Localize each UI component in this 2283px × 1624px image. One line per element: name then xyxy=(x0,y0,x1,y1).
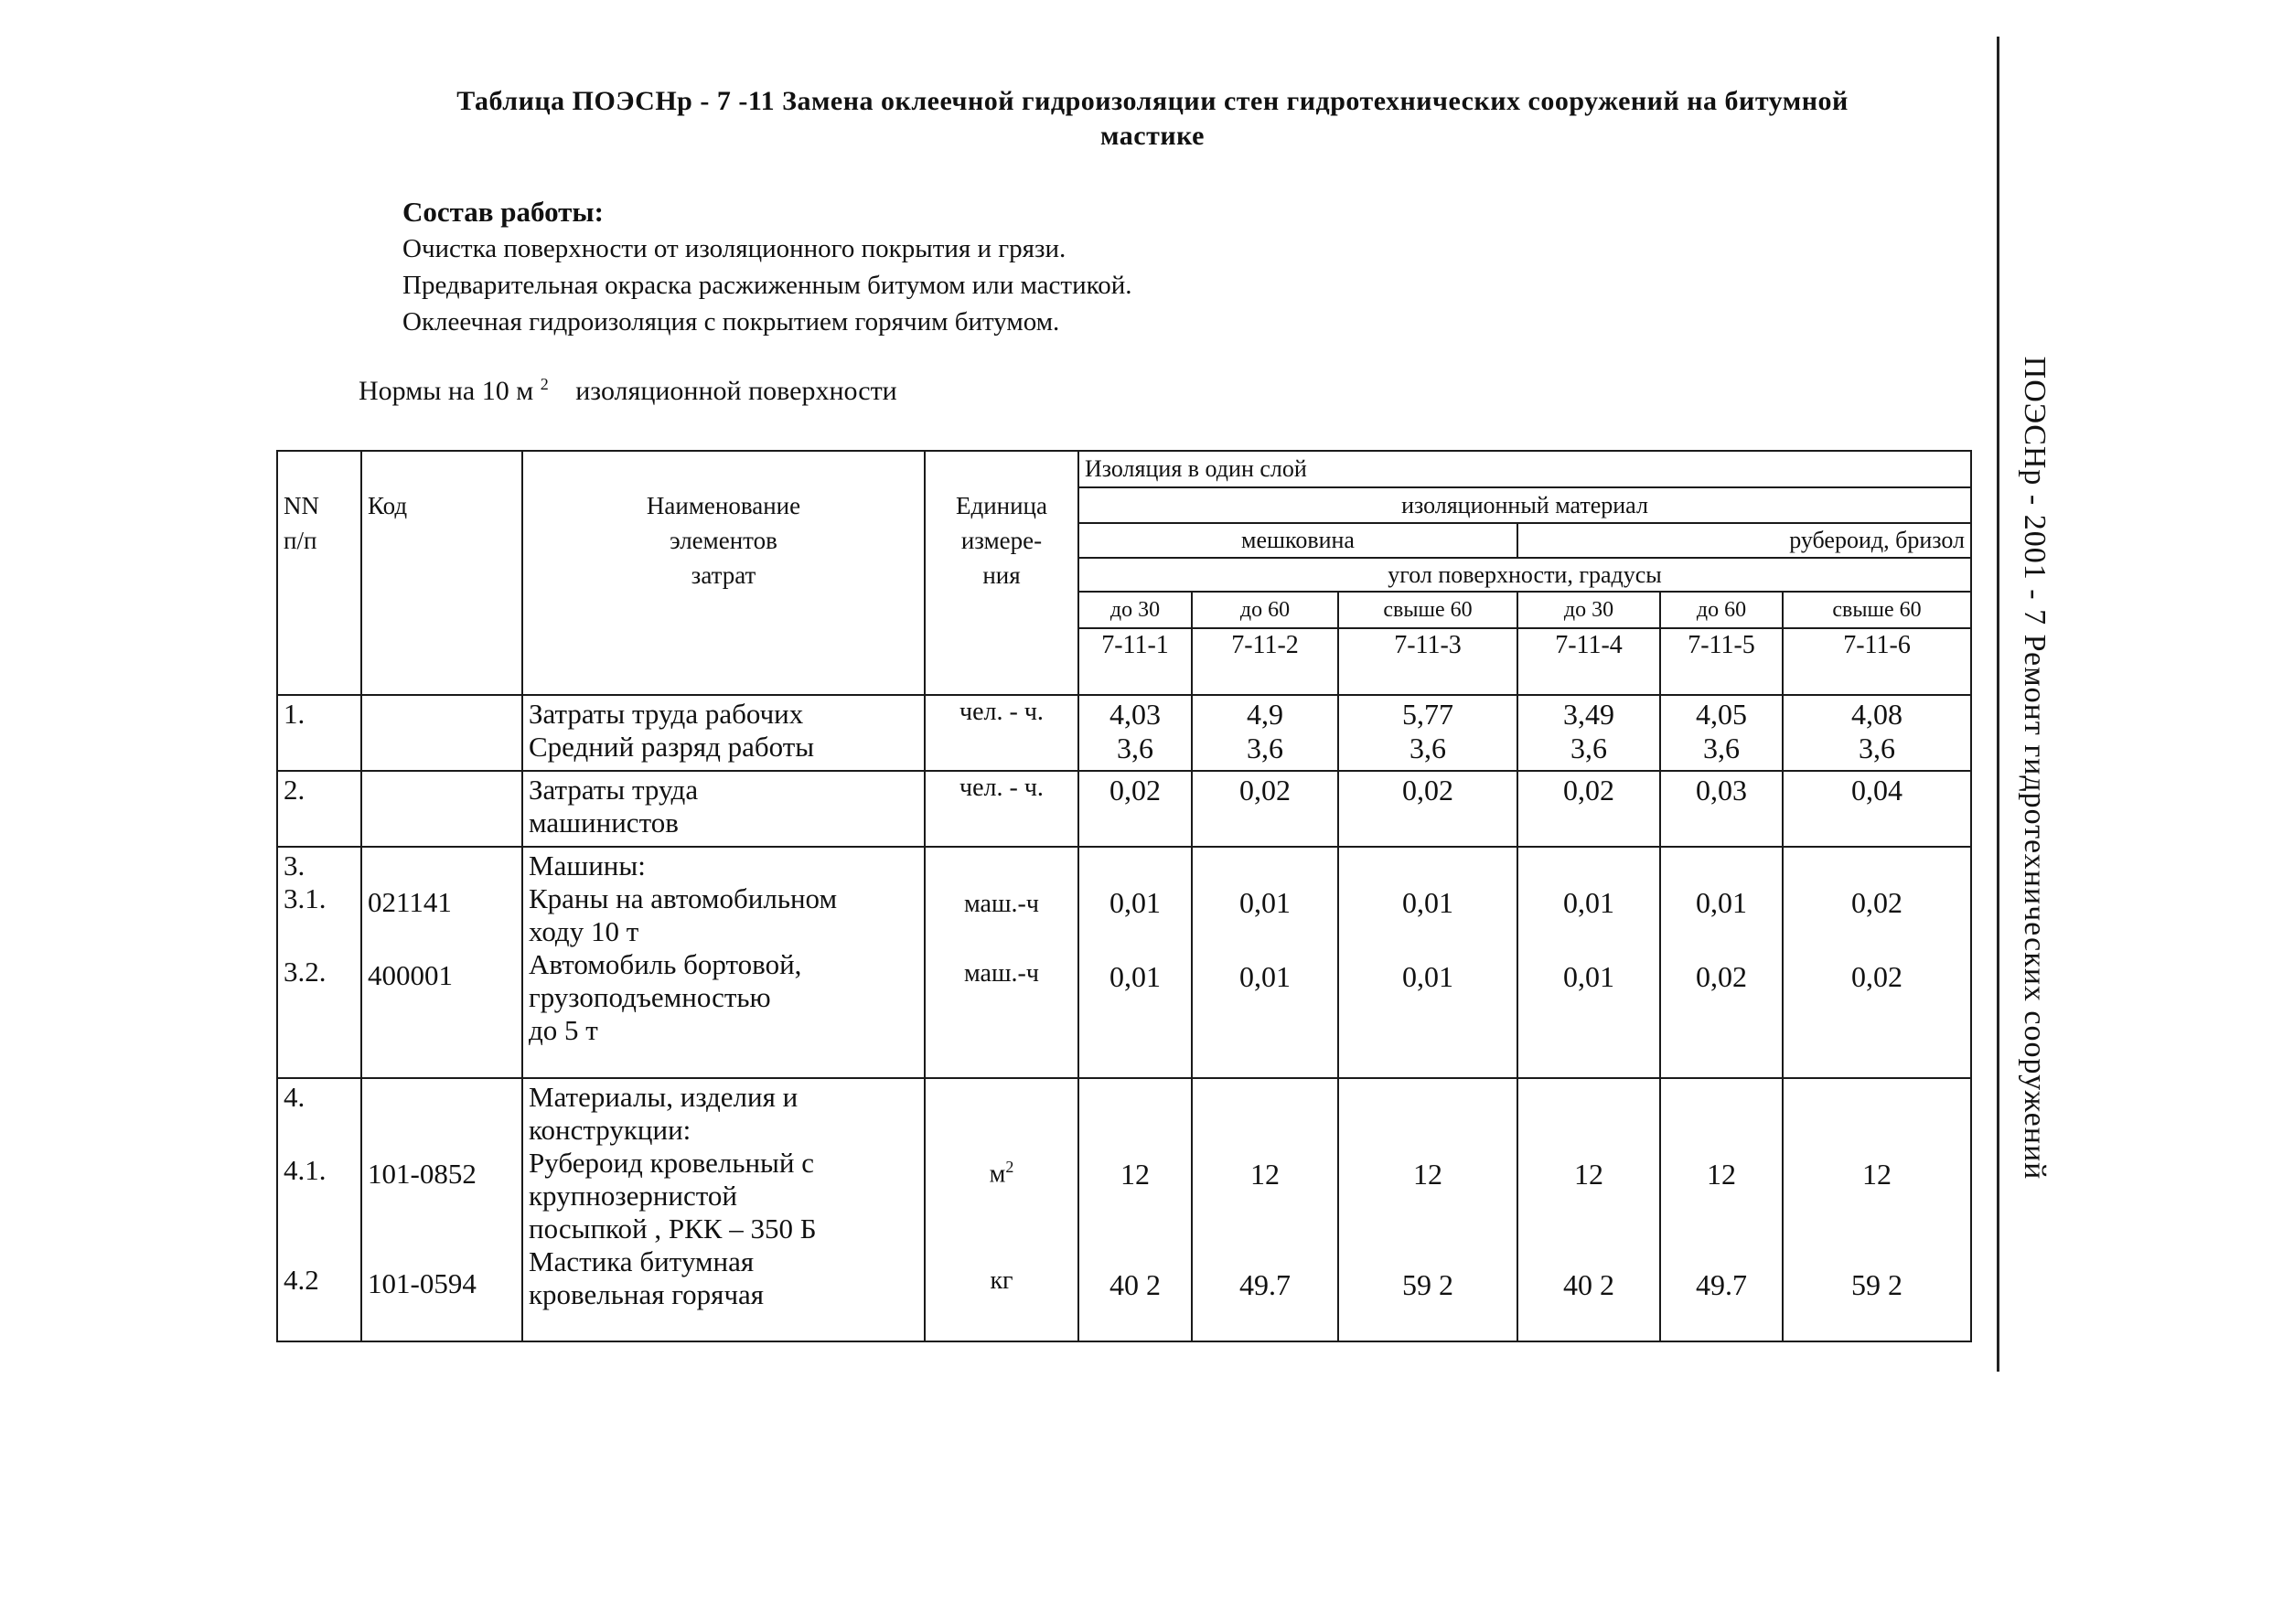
value-cell: 0,02 xyxy=(1338,771,1517,847)
table-row xyxy=(277,847,1971,1078)
norms-sup: 2 xyxy=(540,375,549,393)
header-angle-cell: до 30 xyxy=(1078,592,1192,628)
row-name: Машины: Краны на автомобильном ходу 10 т Автомобиль бортовой, грузоподъемностью до 5 т xyxy=(522,847,925,1078)
value-cell: 3,49 3,6 xyxy=(1517,695,1660,771)
value-cell: 0,03 xyxy=(1660,771,1783,847)
header-code-cell: 7-11-6 xyxy=(1783,628,1971,695)
value-cell: 12 49.7 xyxy=(1660,1078,1783,1341)
value-cell: 0,01 0,02 xyxy=(1660,847,1783,1078)
value-cell: 12 40 2 xyxy=(1078,1078,1192,1341)
value-cell: 0,02 xyxy=(1192,771,1338,847)
row-code: 021141 400001 xyxy=(361,847,522,1078)
row-unit: $м^2$ кг xyxy=(925,1078,1078,1341)
header-nn: NN п/п xyxy=(277,451,361,695)
row-unit: чел. - ч. xyxy=(925,771,1078,847)
composition-heading: Состав работы: xyxy=(402,196,604,228)
table-row xyxy=(277,1078,1971,1341)
composition-item: Предварительная окраска расжиженным битумом или мастикой. xyxy=(402,271,1132,300)
composition-item: Оклеечная гидроизоляция с покрытием горячим битумом. xyxy=(402,307,1060,337)
value-cell: 4,05 3,6 xyxy=(1660,695,1783,771)
row-name: Затраты труда рабочих Средний разряд работы xyxy=(522,695,925,771)
value-cell: 4,03 3,6 xyxy=(1078,695,1192,771)
composition-item: Очистка поверхности от изоляционного покрытия и грязи. xyxy=(402,234,1066,263)
title-line-1: Таблица ПОЭСНр - 7 -11 Замена оклеечной гидроизоляции стен гидротехнических сооружений на битумной xyxy=(456,86,1849,116)
header-mat-burlap: мешковина xyxy=(1078,523,1517,558)
table-row xyxy=(277,695,1971,771)
work-composition xyxy=(402,194,1132,340)
table-row xyxy=(277,771,1971,847)
value-cell: 12 59 2 xyxy=(1338,1078,1517,1341)
row-name: Материалы, изделия и конструкции: Рубероид кровельный с крупнозернистой посыпкой , РКК – 350 Б Мастика битумная кровельная горячая xyxy=(522,1078,925,1341)
row-code xyxy=(361,771,522,847)
value-cell: 0,01 0,01 xyxy=(1517,847,1660,1078)
value-cell: 5,77 3,6 xyxy=(1338,695,1517,771)
row-number: 3. 3.1. 3.2. xyxy=(277,847,361,1078)
header-angle-cell: свыше 60 xyxy=(1338,592,1517,628)
header-code-cell: 7-11-2 xyxy=(1192,628,1338,695)
header-angle-cell: свыше 60 xyxy=(1783,592,1971,628)
value-cell: 4,08 3,6 xyxy=(1783,695,1971,771)
value-cell: 4,9 3,6 xyxy=(1192,695,1338,771)
value-cell: 0,02 xyxy=(1078,771,1192,847)
header-code-cell: 7-11-4 xyxy=(1517,628,1660,695)
norms-suffix: изоляционной поверхности xyxy=(575,376,897,406)
row-code: 101-0852 101-0594 xyxy=(361,1078,522,1341)
header-unit: Единица измере- ния xyxy=(925,451,1078,695)
header-angle-cell: до 30 xyxy=(1517,592,1660,628)
side-document-label: ПОЭСНр - 2001 - 7 Ремонт гидротехнических сооружений xyxy=(2018,356,2052,1181)
table-title xyxy=(329,84,1976,154)
value-cell: 0,01 0,01 xyxy=(1338,847,1517,1078)
header-code-cell: 7-11-5 xyxy=(1660,628,1783,695)
row-number: 4. 4.1. 4.2 xyxy=(277,1078,361,1341)
value-cell: 0,04 xyxy=(1783,771,1971,847)
norms-caption xyxy=(359,375,897,407)
row-number: 2. xyxy=(277,771,361,847)
header-code: Код xyxy=(361,451,522,695)
row-number: 1. xyxy=(277,695,361,771)
side-rule xyxy=(1997,37,1999,1372)
header-angle: угол поверхности, градусы xyxy=(1078,558,1971,591)
row-unit: маш.-ч маш.-ч xyxy=(925,847,1078,1078)
value-cell: 0,01 0,01 xyxy=(1192,847,1338,1078)
header-group: Изоляция в один слой xyxy=(1078,451,1971,487)
header-angle-cell: до 60 xyxy=(1192,592,1338,628)
title-line-2: мастике xyxy=(1100,121,1205,151)
header-name: Наименование элементов затрат xyxy=(522,451,925,695)
header-angle-cell: до 60 xyxy=(1660,592,1783,628)
row-unit: чел. - ч. xyxy=(925,695,1078,771)
row-name: Затраты труда машинистов xyxy=(522,771,925,847)
norms-prefix: Нормы на 10 м xyxy=(359,376,534,406)
norms-table xyxy=(276,450,1972,1342)
value-cell: 12 49.7 xyxy=(1192,1078,1338,1341)
header-code-cell: 7-11-1 xyxy=(1078,628,1192,695)
value-cell: 0,02 xyxy=(1517,771,1660,847)
value-cell: 12 40 2 xyxy=(1517,1078,1660,1341)
header-mat-roofing: рубероид, бризол xyxy=(1517,523,1971,558)
header-code-cell: 7-11-3 xyxy=(1338,628,1517,695)
row-code xyxy=(361,695,522,771)
value-cell: 0,02 0,02 xyxy=(1783,847,1971,1078)
header-material: изоляционный материал xyxy=(1078,487,1971,522)
value-cell: 12 59 2 xyxy=(1783,1078,1971,1341)
value-cell: 0,01 0,01 xyxy=(1078,847,1192,1078)
